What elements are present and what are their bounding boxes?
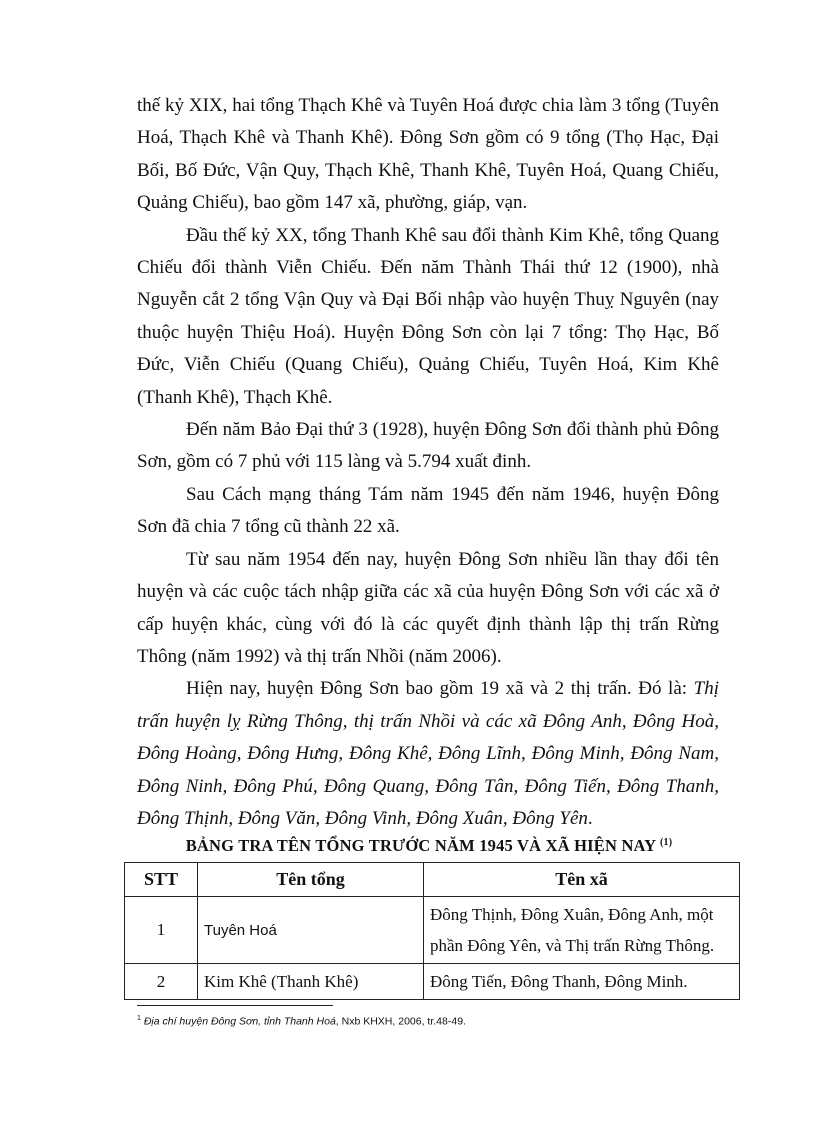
paragraph-6-end: .: [587, 807, 593, 829]
footnote-source-title: Địa chí huyện Đông Sơn, tỉnh Thanh Hoá: [143, 1015, 336, 1028]
table-row: [125, 897, 740, 964]
header-ten-xa: Tên xã: [424, 863, 740, 897]
cell-stt: 1: [125, 897, 198, 964]
commune-list: Thị trấn huyện lỵ Rừng Thông, thị trấn Nhồi và các xã Đông Anh, Đông Hoà, Đông Hoàng, Đông Hưng, Đông Khê, Đông Lĩnh, Đông Minh, Đông Nam, Đông Ninh, Đông Phú, Đông Quang, Đông Tân, Đông Tiến, Đông Thanh, Đông Thịnh, Đông Văn, Đông Vinh, Đông Xuân, Đông Yên: [137, 678, 719, 829]
cell-ten-tong: Tuyên Hoá: [198, 897, 424, 964]
paragraph-6: [137, 673, 719, 835]
paragraph-6-lead: Hiện nay, huyện Đông Sơn bao gồm 19 xã và 2 thị trấn. Đó là:: [186, 678, 694, 700]
paragraph-1: thế kỷ XIX, hai tổng Thạch Khê và Tuyên Hoá được chia làm 3 tổng (Tuyên Hoá, Thạch Khê và Thanh Khê). Đông Sơn gồm có 9 tổng (Thọ Hạc, Đại Bối, Bố Đức, Vận Quy, Thạch Khê, Thanh Khê, Tuyên Hoá, Quang Chiếu, Quảng Chiếu), bao gồm 147 xã, phường, giáp, vạn.: [137, 95, 719, 214]
paragraph-2: Đầu thế kỷ XX, tổng Thanh Khê sau đổi thành Kim Khê, tổng Quang Chiếu đổi thành Viễn Chiếu. Đến năm Thành Thái thứ 12 (1900), nhà Nguyễn cắt 2 tổng Vận Quy và Đại Bối nhập vào huyện Thuỵ Nguyên (nay thuộc huyện Thiệu Hoá). Huyện Đông Sơn còn lại 7 tổng: Thọ Hạc, Bố Đức, Viễn Chiếu (Quang Chiếu), Quảng Chiếu, Tuyên Hoá, Kim Khê (Thanh Khê), Thạch Khê.: [137, 224, 719, 408]
table-header-row: [125, 863, 740, 897]
footnote-source-details: , Nxb KHXH, 2006, tr.48-49.: [335, 1015, 466, 1028]
footnote-separator: [137, 1005, 333, 1006]
paragraph-5: Từ sau năm 1954 đến nay, huyện Đông Sơn nhiều lần thay đổi tên huyện và các cuộc tách nhập giữa các xã của huyện Đông Sơn với các xã ở cấp huyện khác, cùng với đó là các quyết định thành lập thị trấn Rừng Thông (năm 1992) và thị trấn Nhồi (năm 2006).: [137, 548, 719, 667]
lookup-table: [124, 862, 740, 1000]
cell-stt: 2: [125, 964, 198, 1000]
paragraph-4: Sau Cách mạng tháng Tám năm 1945 đến năm 1946, huyện Đông Sơn đã chia 7 tổng cũ thành 22 xã.: [137, 483, 719, 538]
paragraph-3: Đến năm Bảo Đại thứ 3 (1928), huyện Đông Sơn đổi thành phủ Đông Sơn, gồm có 7 phủ với 115 làng và 5.794 xuất đinh.: [137, 419, 719, 473]
table-title-text: BẢNG TRA TÊN TỔNG TRƯỚC NĂM 1945 VÀ XÃ HIỆN NAY: [185, 836, 656, 855]
body-text: [137, 90, 719, 835]
header-ten-tong: Tên tổng: [198, 863, 424, 897]
table-title: [122, 836, 736, 856]
header-stt: STT: [125, 863, 198, 897]
footnote-mark: 1: [137, 1015, 141, 1022]
footnote: [137, 1015, 466, 1028]
cell-ten-tong: Kim Khê (Thanh Khê): [198, 964, 424, 1000]
table-title-footnote-ref: (1): [660, 837, 673, 848]
table-row: [125, 964, 740, 1000]
cell-ten-xa: Đông Tiến, Đông Thanh, Đông Minh.: [424, 964, 740, 1000]
cell-ten-xa: Đông Thịnh, Đông Xuân, Đông Anh, một phần Đông Yên, và Thị trấn Rừng Thông.: [424, 897, 740, 964]
